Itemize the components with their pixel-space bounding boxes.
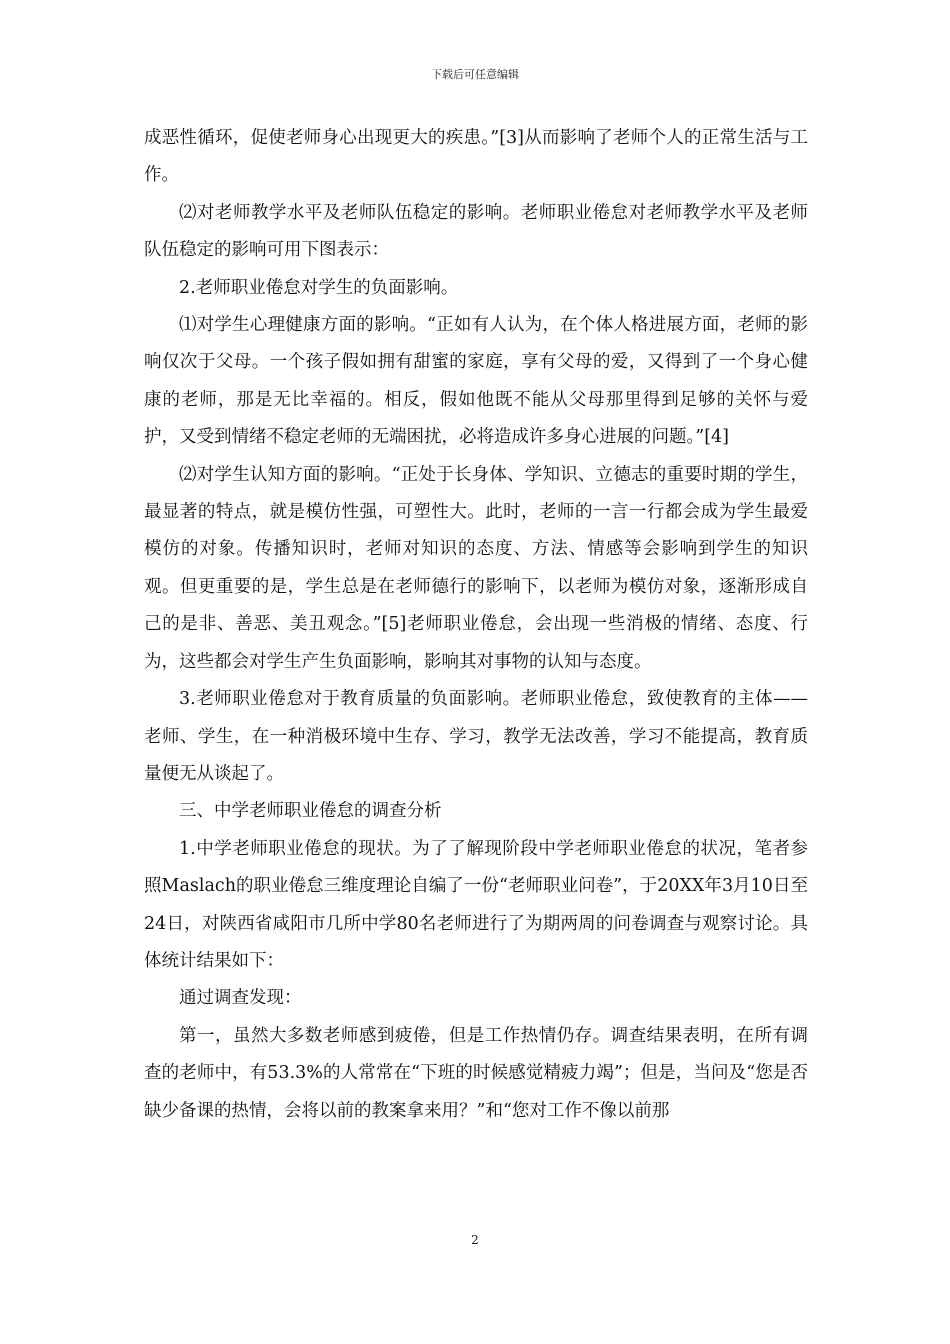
page-number: 2: [471, 1233, 479, 1247]
paragraph-continuation: 成恶性循环，促使老师身心出现更大的疾患。”[3]从而影响了老师个人的正常生活与工作。: [144, 128, 808, 186]
section-heading: 三、中学老师职业倦怠的调查分析: [179, 801, 442, 822]
paragraph: 通过调查发现：: [179, 988, 302, 1009]
paragraph: ⑵对学生认知方面的影响。“正处于长身体、学知识、立德志的重要时期的学生，最显著的特点，就是模仿性强，可塑性大。此时，老师的一言一行都会成为学生最爱模仿的对象。传播知识时，老师对知识的态度、方法、情感等会影响到学生的知识观。但更重要的是，学生总是在老师德行的影响下，以老师为模仿对象，逐渐形成自己的是非、善恶、美丑观念。”[5]老师职业倦怠，会出现一些消极的情绪、态度、行为，这些都会对学生产生负面影响，影响其对事物的认知与态度。: [144, 464, 808, 672]
paragraph: 2.老师职业倦怠对学生的负面影响。: [179, 277, 459, 298]
page-header: 下载后可任意编辑: [431, 68, 519, 81]
paragraph: 3.老师职业倦怠对于教育质量的负面影响。老师职业倦怠，致使教育的主体——老师、学生，在一种消极环境中生存、学习，教学无法改善，学习不能提高，教育质量便无从谈起了。: [144, 689, 808, 784]
paragraph: ⑴对学生心理健康方面的影响。“正如有人认为，在个体人格进展方面，老师的影响仅次于父母。一个孩子假如拥有甜蜜的家庭，享有父母的爱，又得到了一个身心健康的老师，那是无比幸福的。相反，假如他既不能从父母那里得到足够的关怀与爱护，又受到情绪不稳定老师的无端困扰，必将造成许多身心进展的问题。”[4]: [144, 315, 808, 448]
document-body: [144, 120, 808, 1130]
paragraph: ⑵对老师教学水平及老师队伍稳定的影响。老师职业倦怠对老师教学水平及老师队伍稳定的影响可用下图表示：: [144, 202, 808, 261]
paragraph: 1.中学老师职业倦怠的现状。为了了解现阶段中学老师职业倦怠的状况，笔者参照Maslach的职业倦怠三维度理论自编了一份“老师职业问卷”，于20XX年3月10日至24日，对陕西省咸阳市几所中学80名老师进行了为期两周的问卷调查与观察讨论。具体统计结果如下：: [144, 838, 808, 971]
paragraph: 第一，虽然大多数老师感到疲倦，但是工作热情仍存。调查结果表明，在所有调查的老师中，有53.3%的人常常在“下班的时候感觉精疲力竭”；但是，当问及“您是否缺少备课的热情，会将以前的教案拿来用？”和“您对工作不像以前那: [144, 1025, 808, 1121]
